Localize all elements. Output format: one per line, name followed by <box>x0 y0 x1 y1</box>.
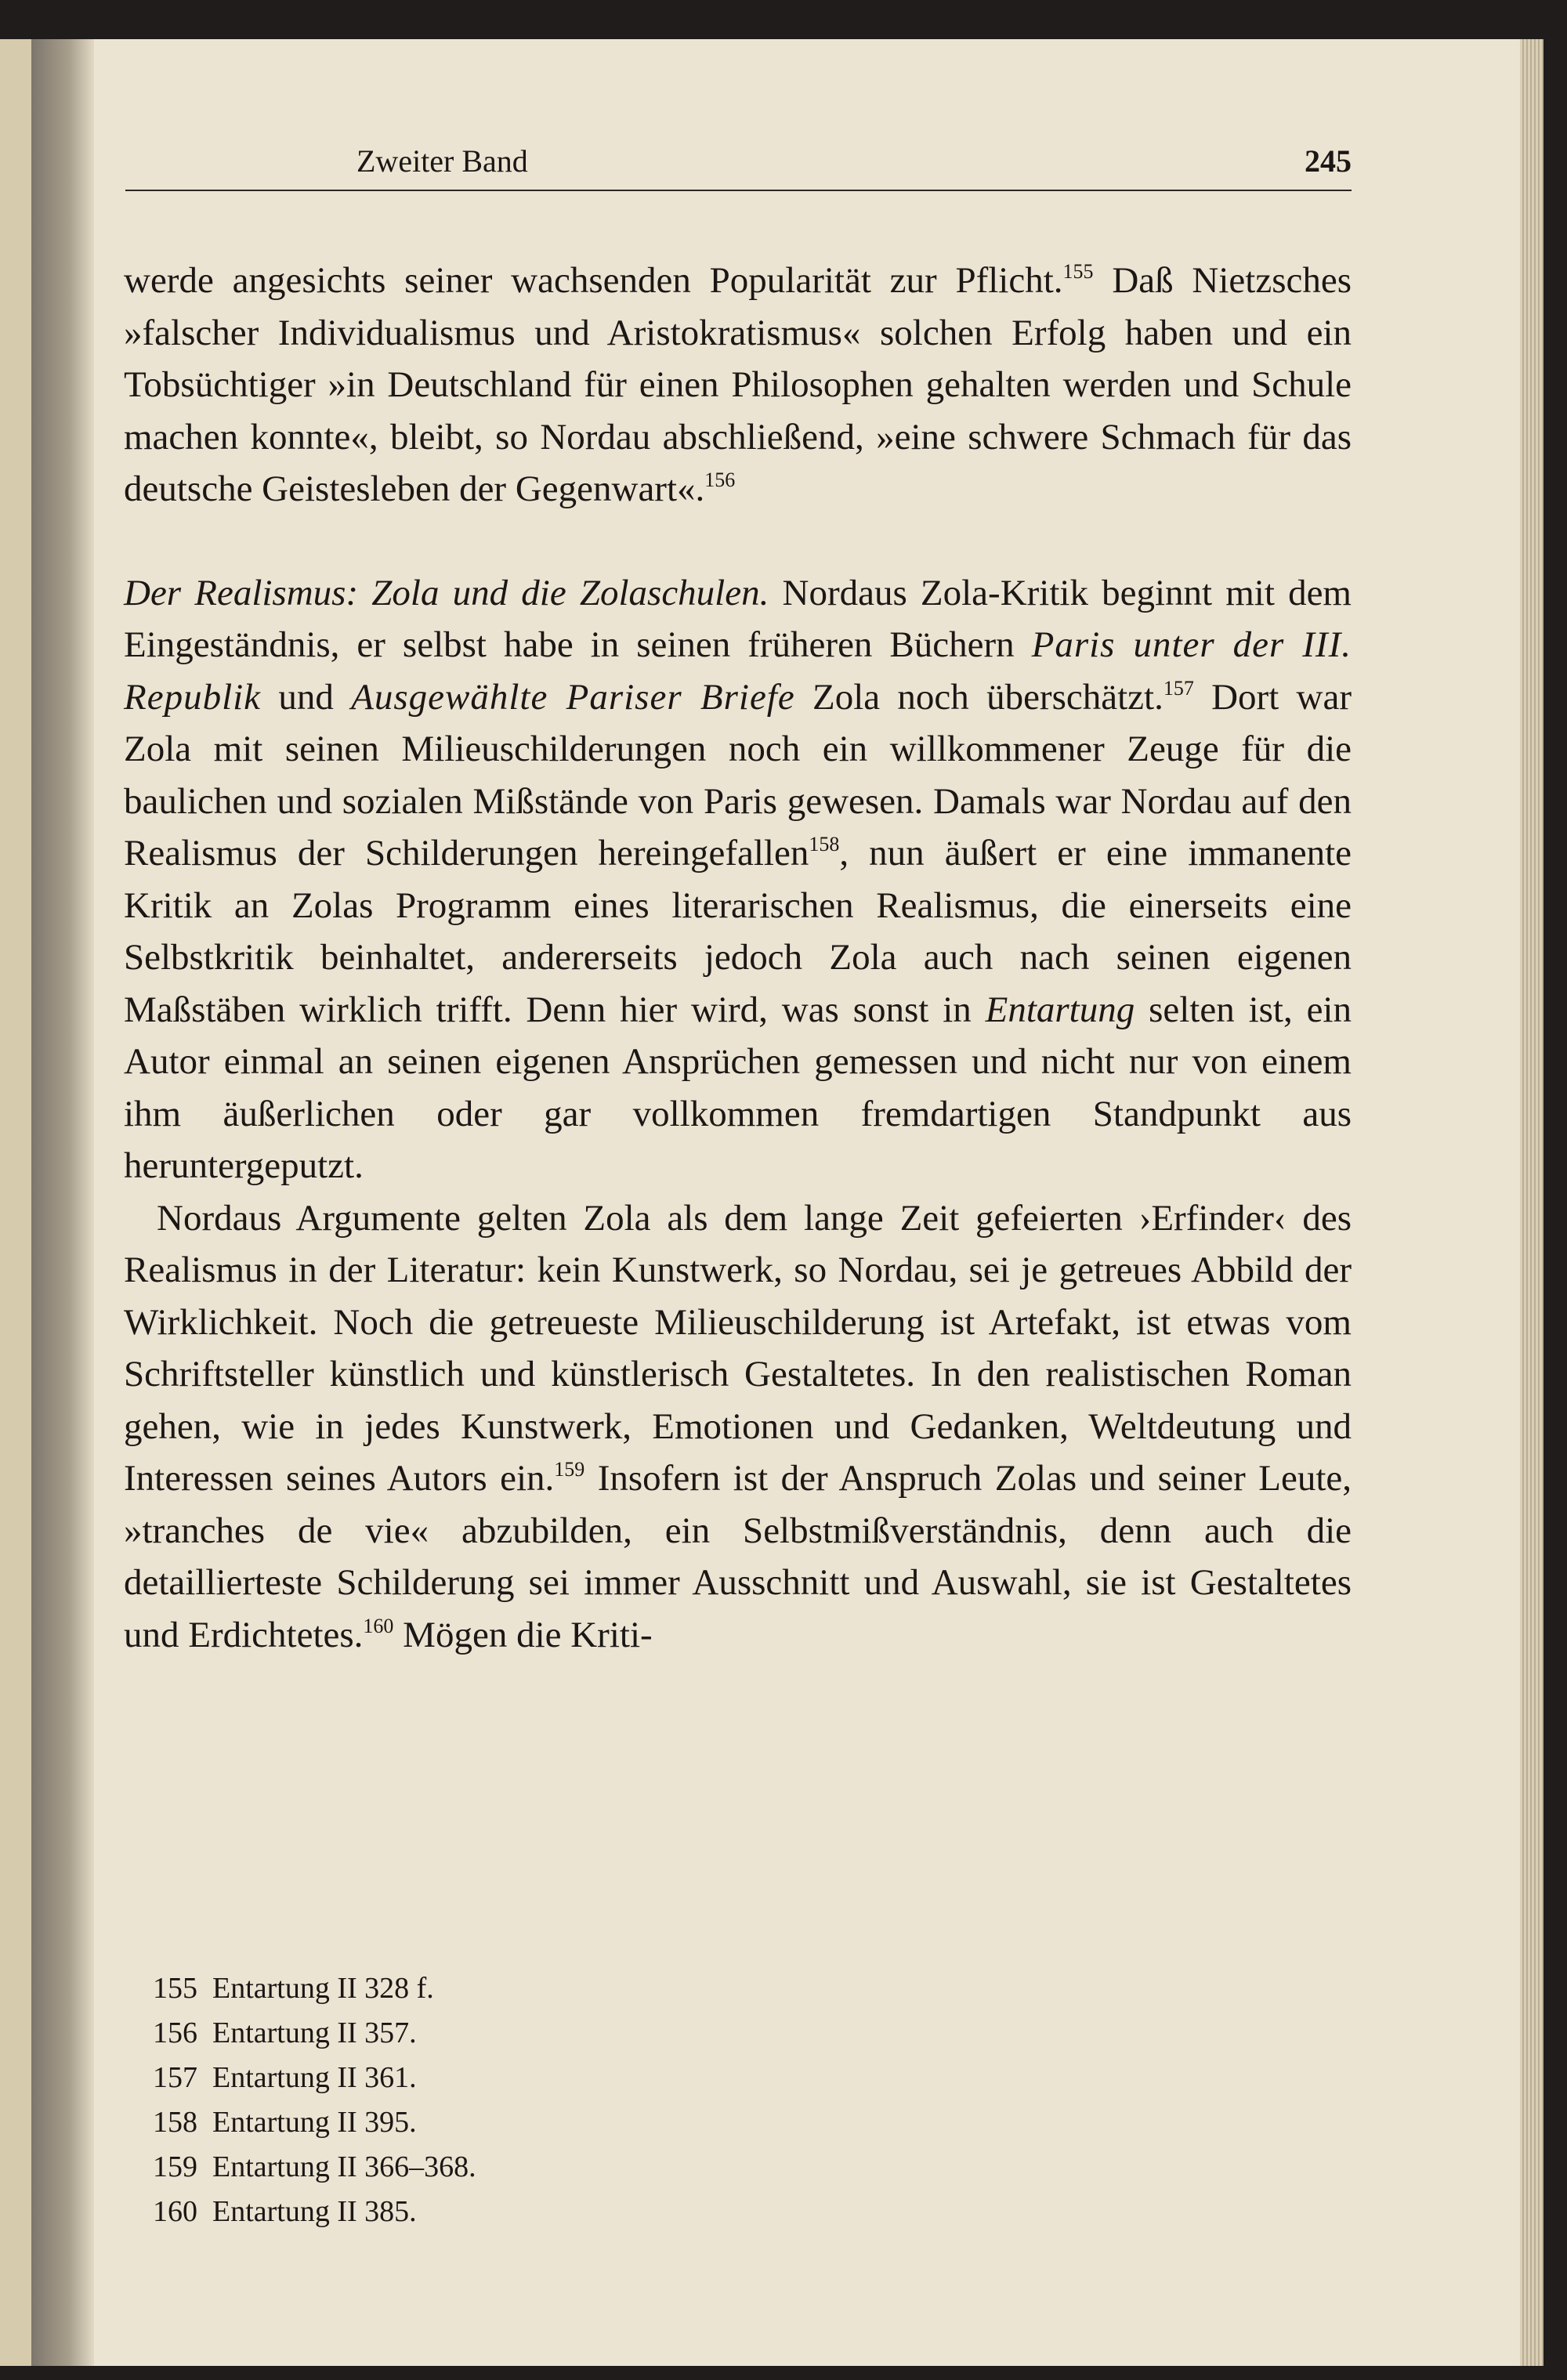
text-run: Nordaus Argumente gelten Zola als dem lange Zeit gefeierten ›Erfinder‹ des Realismus in der Literatur: kein Kunstwerk, so Nordau, sei je getreues Abbild der Wirklichkeit. Noch die getreueste Milieuschilderung ist Artefakt, ist etwas vom Schriftsteller künstlich und künstlerisch Gestaltetes. In den realistischen Roman gehen, wie in jedes Kunstwerk, Emotionen und Gedanken, Weltdeutung und Interessen seines Autors ein. <box>124 1197 1352 1499</box>
book-title: Paris unter der III. Republik <box>124 624 1352 718</box>
footnote-text: Entartung II 357. <box>212 2016 417 2049</box>
footnote-ref: 158 <box>809 833 840 855</box>
footnote-number: 158 <box>153 2106 197 2139</box>
footnote-number: 155 <box>153 1972 197 2005</box>
footnote <box>153 1966 476 2011</box>
footnote-ref: 155 <box>1062 260 1094 283</box>
text-run: , nun äußert er eine immanente Kritik an Zolas Programm eines literarischen Realismus, die einerseits eine Selbstkritik beinhaltet, andererseits jedoch Zola auch nach seinen eigenen Maßstäben wirklich trifft. Denn hier wird, was sonst in <box>124 833 1352 1030</box>
body-text <box>124 255 1352 1661</box>
paragraph <box>124 1192 1352 1662</box>
page-stack-edge <box>1520 39 1543 2366</box>
footnote-ref: 157 <box>1163 676 1194 700</box>
text-run: Zola noch überschätzt. <box>794 676 1163 718</box>
text-run: selten ist, ein Autor einmal an seinen eigenen Ansprüchen gemessen und nicht nur von einem ihm äußerlichen oder gar vollkommen fremdartigen Standpunkt aus heruntergeputzt. <box>124 989 1352 1186</box>
footnote-ref: 159 <box>554 1458 585 1481</box>
footnote <box>153 2056 476 2100</box>
facing-page-edge <box>0 39 31 2366</box>
footnote-text: Entartung II 395. <box>212 2106 417 2139</box>
footnote-number: 156 <box>153 2016 197 2049</box>
book-page <box>94 39 1520 2366</box>
footnote <box>153 2145 476 2190</box>
text-run: Dort war Zola mit seinen Milieuschilderungen noch ein willkommener Zeuge für die baulichen und sozialen Mißstände von Paris gewesen. Damals war Nordau auf den Realismus der Schilderungen hereingefallen <box>124 676 1352 874</box>
text-run: Mögen die Kriti- <box>393 1614 653 1655</box>
footnotes <box>153 1966 476 2234</box>
book-title: Ausgewählte Pariser Briefe <box>351 676 795 718</box>
section-break <box>124 515 1352 567</box>
running-title: Zweiter Band <box>356 143 528 179</box>
footnote-text: Entartung II 366–368. <box>212 2150 476 2183</box>
section-heading: Der Realismus: Zola und die Zolaschulen. <box>124 572 769 613</box>
footnote-number: 159 <box>153 2150 197 2183</box>
footnote-text: Entartung II 328 f. <box>212 1972 434 2005</box>
text-run: Insofern ist der Anspruch Zolas und seiner Leute, »tranches de vie« abzubilden, ein Selbstmißverständnis, denn auch die detaillierteste Schilderung sei immer Ausschnitt und Auswahl, sie ist Gestaltetes und Erdichtetes. <box>124 1458 1352 1655</box>
footnote-ref: 160 <box>363 1614 394 1637</box>
footnote-text: Entartung II 385. <box>212 2195 417 2228</box>
footnote <box>153 2011 476 2056</box>
book-title: Entartung <box>985 989 1135 1030</box>
footnote-ref: 156 <box>704 468 736 491</box>
text-run: und <box>261 676 352 718</box>
text-run: werde angesichts seiner wachsenden Popularität zur Pflicht. <box>124 260 1063 301</box>
text-run: Daß Nietzsches »falscher Individualismus und Aristokratismus« solchen Erfolg haben und ein Tobsüchtiger »in Deutschland für einen Philosophen gehalten werden und Schule machen konnte«, bleibt, so Nordau abschließend, »eine schwere Schmach für das deutsche Geistesleben der Gegenwart«. <box>124 260 1352 509</box>
page-number: 245 <box>1305 143 1352 179</box>
paragraph <box>124 567 1352 1192</box>
book-gutter <box>31 39 94 2366</box>
footnote-number: 157 <box>153 2061 197 2094</box>
text-run: Nordaus Zola-Kritik beginnt mit dem Eingeständnis, er selbst habe in seinen früheren Büchern <box>124 572 1352 665</box>
footnote-text: Entartung II 361. <box>212 2061 417 2094</box>
footnote <box>153 2190 476 2234</box>
footnote <box>153 2100 476 2145</box>
running-header <box>125 143 1352 191</box>
footnote-number: 160 <box>153 2195 197 2228</box>
paragraph <box>124 255 1352 515</box>
